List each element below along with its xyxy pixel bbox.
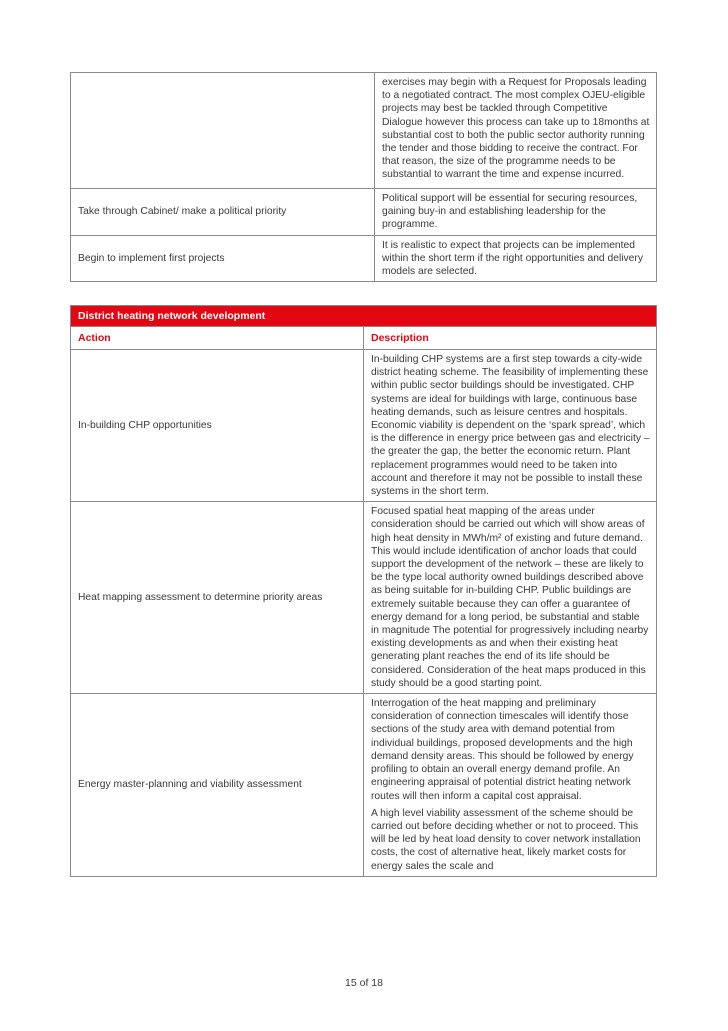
table-row (71, 350, 657, 502)
description-text: Political support will be essential for securing resources, gaining buy-in and establishing leadership for the programme. (382, 193, 638, 231)
description-cell (375, 73, 657, 189)
table-title-row (71, 306, 657, 327)
table-title: District heating network development (71, 306, 657, 327)
column-header-description: Description (364, 327, 657, 350)
description-text: In-building CHP systems are a first step towards a city-wide district heating scheme. The feasibility of implementing these within public sector buildings should be investigated. CHP systems are ideal for buildings with large, continuous base heating demands, such as leisure centres and hospitals. Economic viability is dependent on the ‘spark spread’, which is the difference in energy price between gas and electricity – the greater the gap, the better the economic return. Plant replacement programmes would need to be taken into account and therefore it may not be possible to install these systems in the short term. (371, 354, 650, 498)
page-number: 15 of 18 (345, 977, 383, 989)
description-text: It is realistic to expect that projects can be implemented within the short term if the right opportunities and delivery models are selected. (382, 239, 643, 278)
description-text: Focused spatial heat mapping of the areas under consideration should be carried out which will show areas of high heat density in MWh/m² of existing and future demand. This would include identification of anchor loads that could support the development of the network – these are likely to be the type local authority owned buildings described above as being suitable for in-building CHP. Public buildings are extremely suitable because they can offer a guarantee of energy demand for a long period, be substantial and stable in magnitude The potential for progressively including nearby existing developments as and when their existing heat generating plant reaches the end of its life should be considered. Consideration of the heat maps produced in this study should be a good starting point. (371, 506, 649, 689)
table-row (71, 502, 657, 694)
description-cell (364, 694, 657, 877)
description-cell (375, 189, 657, 236)
description-text: Interrogation of the heat mapping and preliminary consideration of connection timescales will identify those sections of the study area with demand potential from individual buildings, proposed developments and the high demand density areas. This should be followed by energy profiling to obtain an overall energy demand profile. An engineering appraisal of potential district heating network routes will then inform a capital cost appraisal. (371, 698, 634, 802)
table-row (71, 73, 657, 189)
description-cell (364, 350, 657, 502)
table-row (71, 694, 657, 877)
action-cell (71, 73, 375, 189)
description-cell (375, 235, 657, 282)
table-row (71, 235, 657, 282)
column-header-action: Action (71, 327, 364, 350)
continuation-table (70, 72, 657, 282)
action-cell: Take through Cabinet/ make a political priority (71, 189, 375, 236)
action-cell: Energy master-planning and viability assessment (71, 694, 364, 877)
column-header-row (71, 327, 657, 350)
description-text: exercises may begin with a Request for Proposals leading to a negotiated contract. The most complex OJEU-eligible projects may best be tackled through Competitive Dialogue however this process can take up to 18months at substantial cost to both the public sector authority running the tender and those bidding to receive the contract. For that reason, the size of the programme needs to be substantial to warrant the time and expense incurred. (382, 77, 650, 181)
action-cell: In-building CHP opportunities (71, 350, 364, 502)
description-text: A high level viability assessment of the scheme should be carried out before deciding whether or not to proceed. This will be led by heat load density to cover network installation costs, the cost of alternative heat, likely market costs for energy sales the scale and (371, 807, 641, 872)
action-cell: Heat mapping assessment to determine priority areas (71, 502, 364, 694)
district-heating-table (70, 305, 657, 877)
description-cell (364, 502, 657, 694)
table-row (71, 189, 657, 236)
action-cell: Begin to implement first projects (71, 235, 375, 282)
